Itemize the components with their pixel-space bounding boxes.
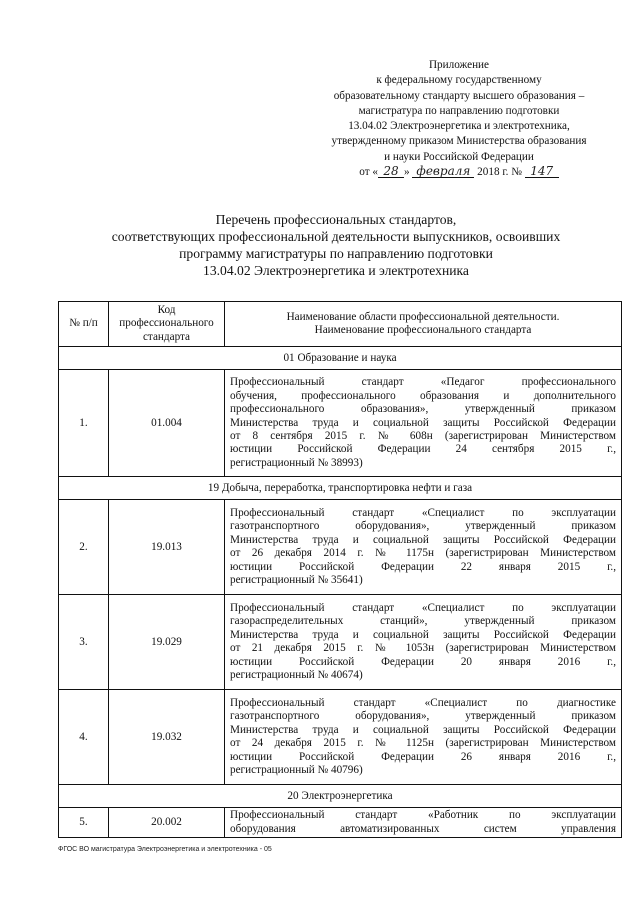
desc-line: от 24 декабря 2015 г. № 1125н (зарегистрирован Министерством (230, 737, 616, 750)
desc-line: Министерства труда и социальной защиты Российской Федерации (230, 416, 616, 429)
desc-line: Профессиональный стандарт «Специалист по диагностике (230, 697, 616, 709)
row-description (225, 808, 622, 838)
desc-line: Профессиональный стандарт «Специалист по эксплуатации (230, 507, 616, 519)
date-year: 2018 г. № (477, 166, 522, 179)
handwritten-order-number: 147 (525, 165, 559, 178)
row-description (225, 690, 622, 785)
desc-line: Профессиональный стандарт «Педагог профессионального (230, 376, 616, 389)
header-name-line1: Наименование области профессиональной деятельности. (286, 310, 560, 323)
desc-line: юстиции Российской Федерации 20 января 2016 г., (230, 655, 616, 668)
page-footer: ФГОС ВО магистратура Электроэнергетика и электротехника - 05 (58, 846, 272, 853)
row-description (225, 595, 622, 690)
title-line: программу магистратуры по направлению подготовки (179, 246, 493, 261)
title-line: Перечень профессиональных стандартов, (215, 212, 457, 227)
desc-line: Министерства труда и социальной защиты Российской Федерации (230, 723, 616, 736)
desc-line: газотранспортного оборудования», утвержденный приказом (230, 520, 616, 533)
section-row (59, 347, 622, 370)
appendix-line: магистратура по направлению подготовки (358, 104, 560, 117)
table-row (59, 500, 622, 595)
section-title: 20 Электроэнергетика (59, 785, 622, 808)
row-code: 20.002 (109, 808, 225, 838)
appendix-line: к федеральному государственному (376, 74, 542, 87)
header-name (225, 302, 622, 347)
header-code: Код профессионального стандарта (109, 302, 225, 347)
appendix-line: 13.04.02 Электроэнергетика и электротехника, (348, 120, 570, 133)
desc-line: Министерства труда и социальной защиты Российской Федерации (230, 628, 616, 641)
row-code: 19.032 (109, 690, 225, 785)
section-row (59, 785, 622, 808)
desc-line: Профессиональный стандарт «Работник по эксплуатации (230, 809, 616, 822)
table-row (59, 690, 622, 785)
document-title (40, 211, 632, 279)
desc-line: газотранспортного оборудования», утвержденный приказом (230, 710, 616, 723)
desc-line: регистрационный № 35641) (230, 574, 363, 587)
handwritten-month: февраля (412, 165, 474, 178)
appendix-line: образовательному стандарту высшего образования – (333, 89, 585, 102)
date-prefix: от « (359, 166, 378, 179)
row-num: 2. (59, 500, 109, 595)
row-num: 5. (59, 808, 109, 838)
section-title: 01 Образование и наука (59, 347, 622, 370)
desc-line: регистрационный № 40796) (230, 764, 363, 777)
row-code: 01.004 (109, 370, 225, 477)
appendix-line: и науки Российской Федерации (384, 150, 534, 163)
desc-line: газораспределительных станций», утвержденный приказом (230, 615, 616, 628)
row-description (225, 500, 622, 595)
appendix-line: Приложение (428, 59, 490, 71)
header-name-line2: Наименование профессионального стандарта (314, 324, 532, 337)
desc-line: от 8 сентября 2015 г. № 608н (зарегистрирован Министерством (230, 429, 616, 442)
desc-line: от 26 декабря 2014 г. № 1175н (зарегистрирован Министерством (230, 547, 616, 560)
row-num: 1. (59, 370, 109, 477)
table-row (59, 808, 622, 838)
desc-line: юстиции Российской Федерации 24 сентября 2015 г., (230, 443, 616, 456)
appendix-line: утвержденному приказом Министерства образования (331, 135, 587, 148)
desc-line: юстиции Российской Федерации 26 января 2016 г., (230, 750, 616, 763)
desc-line: Профессиональный стандарт «Специалист по эксплуатации (230, 602, 616, 614)
section-row (59, 477, 622, 500)
desc-line: юстиции Российской Федерации 22 января 2015 г., (230, 560, 616, 573)
desc-line: регистрационный № 38993) (230, 456, 363, 469)
row-num: 3. (59, 595, 109, 690)
standards-table (58, 301, 622, 838)
row-num: 4. (59, 690, 109, 785)
desc-line: оборудования автоматизированных систем управления (230, 822, 616, 835)
row-description (225, 370, 622, 477)
handwritten-day: 28 (378, 165, 404, 178)
appendix-block (300, 58, 618, 180)
desc-line: Министерства труда и социальной защиты Российской Федерации (230, 533, 616, 546)
desc-line: регистрационный № 40674) (230, 669, 363, 682)
table-row (59, 595, 622, 690)
table-header-row (59, 302, 622, 347)
desc-line: от 21 декабря 2015 г. № 1053н (зарегистрирован Министерством (230, 642, 616, 655)
title-line: соответствующих профессиональной деятельности выпускников, освоивших (111, 229, 561, 244)
table-row (59, 370, 622, 477)
row-code: 19.013 (109, 500, 225, 595)
desc-line: профессионального образования», утвержденный приказом (230, 403, 616, 416)
header-num: № п/п (59, 302, 109, 347)
desc-line: обучения, профессионального образования и дополнительного (230, 389, 616, 402)
row-code: 19.029 (109, 595, 225, 690)
title-line: 13.04.02 Электроэнергетика и электротехника (203, 263, 469, 278)
order-date-line (300, 165, 618, 180)
date-mid: » (403, 166, 410, 179)
section-title: 19 Добыча, переработка, транспортировка нефти и газа (59, 477, 622, 500)
